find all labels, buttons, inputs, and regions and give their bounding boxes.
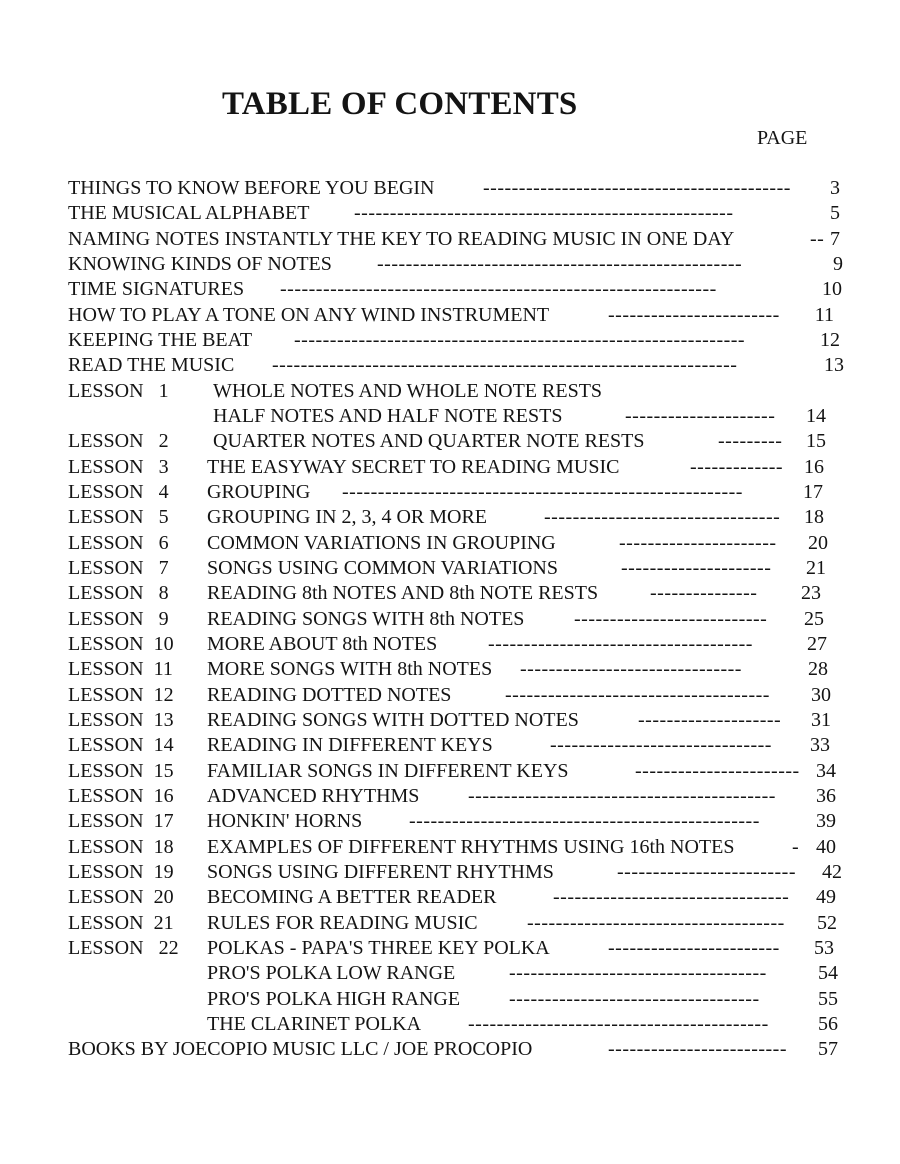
dot-leader: -------------------------: [617, 861, 797, 883]
entry-title: PRO'S POLKA HIGH RANGE: [207, 988, 461, 1010]
dot-leader: ------------------------------------: [509, 962, 767, 984]
page-number: 21: [806, 557, 826, 579]
dot-leader: -------------------------: [608, 1038, 788, 1060]
page-number: 27: [807, 633, 827, 655]
page-number: 15: [806, 430, 826, 452]
page-number: 36: [816, 785, 836, 807]
page-number: 54: [818, 962, 838, 984]
toc-entry: [68, 201, 848, 226]
entry-title: BECOMING A BETTER READER: [207, 886, 497, 908]
page-number: 10: [822, 278, 842, 300]
toc-entry: [68, 455, 848, 480]
page-number: 14: [806, 405, 826, 427]
lesson-label: LESSON 19: [68, 861, 174, 883]
lesson-label: LESSON 12: [68, 684, 174, 706]
toc-entry: [68, 733, 848, 758]
page-number: 20: [808, 532, 828, 554]
lesson-label: LESSON 18: [68, 836, 174, 858]
entry-title: RULES FOR READING MUSIC: [207, 912, 478, 934]
dot-leader: ----------------------: [619, 532, 777, 554]
toc-entry: [68, 252, 848, 277]
dot-leader: -------------------------------------: [505, 684, 770, 706]
entry-title: READING DOTTED NOTES: [207, 684, 452, 706]
toc-entry: [68, 607, 848, 632]
entry-title: GROUPING: [207, 481, 311, 503]
entry-title: POLKAS - PAPA'S THREE KEY POLKA: [207, 937, 550, 959]
toc-entry: [68, 581, 848, 606]
entry-title: READ THE MUSIC: [68, 354, 235, 376]
toc-entry: [68, 176, 848, 201]
page-number: 11: [814, 304, 834, 326]
dot-leader: ------------------------: [608, 304, 780, 326]
lesson-label: LESSON 17: [68, 810, 174, 832]
toc-entry: [68, 404, 848, 429]
entry-title: THE MUSICAL ALPHABET: [68, 202, 310, 224]
lesson-label: LESSON 2: [68, 430, 169, 452]
page-number: 40: [816, 836, 836, 858]
lesson-label: LESSON 14: [68, 734, 174, 756]
dot-leader: --------------------: [638, 709, 782, 731]
entry-title: TIME SIGNATURES: [68, 278, 245, 300]
entry-title: HALF NOTES AND HALF NOTE RESTS: [213, 405, 563, 427]
lesson-label: LESSON 6: [68, 532, 169, 554]
page-number: 56: [818, 1013, 838, 1035]
page-number: 7: [830, 228, 840, 250]
dot-leader: -------------------------------------------: [483, 177, 791, 199]
entry-title: NAMING NOTES INSTANTLY THE KEY TO READING MUSIC IN ONE DAY: [68, 228, 735, 250]
toc-entry: [68, 911, 848, 936]
entry-title: FAMILIAR SONGS IN DIFFERENT KEYS: [207, 760, 569, 782]
page-number: 5: [830, 202, 840, 224]
lesson-label: LESSON 13: [68, 709, 174, 731]
toc-entry: [68, 505, 848, 530]
dot-leader: ---------------------: [621, 557, 772, 579]
page-number: 3: [830, 177, 840, 199]
dot-leader: --------------------------------------------------------: [342, 481, 743, 503]
entry-title: HONKIN' HORNS: [207, 810, 363, 832]
dot-leader: ------------------------------------: [527, 912, 785, 934]
entry-title: READING 8th NOTES AND 8th NOTE RESTS: [207, 582, 599, 604]
entry-title: HOW TO PLAY A TONE ON ANY WIND INSTRUMENT: [68, 304, 550, 326]
toc-entry: [68, 556, 848, 581]
page-number: 17: [803, 481, 823, 503]
lesson-label: LESSON 4: [68, 481, 169, 503]
toc-entry: [68, 480, 848, 505]
page-number: 39: [816, 810, 836, 832]
dot-leader: ------------------------------------------: [468, 1013, 769, 1035]
toc-entry: [68, 936, 848, 961]
dot-leader: ------------------------: [608, 937, 780, 959]
dot-leader: ---------------------------------: [544, 506, 781, 528]
page-number: 42: [822, 861, 842, 883]
entry-title: READING SONGS WITH DOTTED NOTES: [207, 709, 579, 731]
page-number: 31: [811, 709, 831, 731]
page-number: 33: [810, 734, 830, 756]
entry-title: SONGS USING COMMON VARIATIONS: [207, 557, 558, 579]
entry-title: GROUPING IN 2, 3, 4 OR MORE: [207, 506, 488, 528]
dot-leader: ---------------------------: [574, 608, 768, 630]
page-number: 13: [824, 354, 844, 376]
page-number: 25: [804, 608, 824, 630]
dot-leader: -------------------------------------------------: [409, 810, 760, 832]
entry-title: WHOLE NOTES AND WHOLE NOTE RESTS: [213, 380, 603, 402]
dot-leader: ---------------: [650, 582, 758, 604]
entry-title: THE EASYWAY SECRET TO READING MUSIC: [207, 456, 620, 478]
lesson-label: LESSON 22: [68, 937, 179, 959]
toc-entry: [68, 683, 848, 708]
dot-leader: ---------------------------------------------------------------: [294, 329, 746, 351]
dot-leader: -: [792, 836, 800, 858]
toc-entry: [68, 835, 848, 860]
toc-entry: [68, 885, 848, 910]
entry-title: READING IN DIFFERENT KEYS: [207, 734, 493, 756]
toc-entry: [68, 708, 848, 733]
dot-leader: ---------------------: [625, 405, 776, 427]
toc-entry: [68, 784, 848, 809]
lesson-label: LESSON 21: [68, 912, 174, 934]
entry-title: KNOWING KINDS OF NOTES: [68, 253, 332, 275]
dot-leader: -------------------------------------: [488, 633, 753, 655]
dot-leader: ---------: [718, 430, 783, 452]
dot-leader: ---------------------------------------------------: [377, 253, 743, 275]
page-number: 9: [833, 253, 843, 275]
entry-title: ADVANCED RHYTHMS: [207, 785, 420, 807]
dot-leader: ---------------------------------: [553, 886, 790, 908]
entry-title: MORE ABOUT 8th NOTES: [207, 633, 438, 655]
lesson-label: LESSON 3: [68, 456, 169, 478]
lesson-label: LESSON 1: [68, 380, 169, 402]
lesson-label: LESSON 7: [68, 557, 169, 579]
page-number: 52: [817, 912, 837, 934]
toc-entry: [68, 379, 848, 404]
toc-entry: [68, 303, 848, 328]
entry-title: PRO'S POLKA LOW RANGE: [207, 962, 456, 984]
dot-leader: -------------: [690, 456, 784, 478]
entry-title: MORE SONGS WITH 8th NOTES: [207, 658, 493, 680]
toc-entry: [68, 277, 848, 302]
toc-entry: [68, 632, 848, 657]
toc-entry: [68, 759, 848, 784]
dot-leader: -----------------------------------------------------------------: [272, 354, 738, 376]
page-number: 53: [814, 937, 834, 959]
lesson-label: LESSON 9: [68, 608, 169, 630]
dot-leader: -----------------------------------: [509, 988, 760, 1010]
page-number: 55: [818, 988, 838, 1010]
lesson-label: LESSON 11: [68, 658, 173, 680]
toc-entry: [68, 353, 848, 378]
toc-entry: [68, 657, 848, 682]
toc-entry: [68, 531, 848, 556]
entry-title: EXAMPLES OF DIFFERENT RHYTHMS USING 16th NOTES: [207, 836, 735, 858]
toc-entry: [68, 1037, 848, 1062]
page-number: 28: [808, 658, 828, 680]
entry-title: COMMON VARIATIONS IN GROUPING: [207, 532, 556, 554]
page-number: 57: [818, 1038, 838, 1060]
page-number: 18: [804, 506, 824, 528]
lesson-label: LESSON 16: [68, 785, 174, 807]
toc-entry: [68, 987, 848, 1012]
lesson-label: LESSON 5: [68, 506, 169, 528]
toc-entry: [68, 227, 848, 252]
page-number: 49: [816, 886, 836, 908]
page-number: 34: [816, 760, 836, 782]
page-title: TABLE OF CONTENTS: [222, 86, 578, 122]
dot-leader: -----------------------------------------------------: [354, 202, 734, 224]
page-number: 16: [804, 456, 824, 478]
page-number: 12: [820, 329, 840, 351]
page-column-label: PAGE: [757, 127, 808, 149]
dot-leader: -----------------------: [635, 760, 800, 782]
toc-entry: [68, 860, 848, 885]
dot-leader: -------------------------------: [520, 658, 742, 680]
dot-leader: -------------------------------: [550, 734, 772, 756]
toc-entry: [68, 809, 848, 834]
lesson-label: LESSON 10: [68, 633, 174, 655]
lesson-label: LESSON 8: [68, 582, 169, 604]
page-number: 30: [811, 684, 831, 706]
entry-title: BOOKS BY JOECOPIO MUSIC LLC / JOE PROCOPIO: [68, 1038, 533, 1060]
entry-title: SONGS USING DIFFERENT RHYTHMS: [207, 861, 554, 883]
lesson-label: LESSON 15: [68, 760, 174, 782]
entry-title: KEEPING THE BEAT: [68, 329, 253, 351]
dot-leader: -------------------------------------------------------------: [280, 278, 717, 300]
entry-title: THE CLARINET POLKA: [207, 1013, 422, 1035]
entry-title: THINGS TO KNOW BEFORE YOU BEGIN: [68, 177, 435, 199]
dot-leader: --: [810, 228, 825, 250]
toc-entry: [68, 961, 848, 986]
page-number: 23: [801, 582, 821, 604]
dot-leader: -------------------------------------------: [468, 785, 776, 807]
entry-title: READING SONGS WITH 8th NOTES: [207, 608, 525, 630]
toc-entry: [68, 328, 848, 353]
entry-title: QUARTER NOTES AND QUARTER NOTE RESTS: [213, 430, 645, 452]
lesson-label: LESSON 20: [68, 886, 174, 908]
toc-entry: [68, 1012, 848, 1037]
toc-entry: [68, 429, 848, 454]
